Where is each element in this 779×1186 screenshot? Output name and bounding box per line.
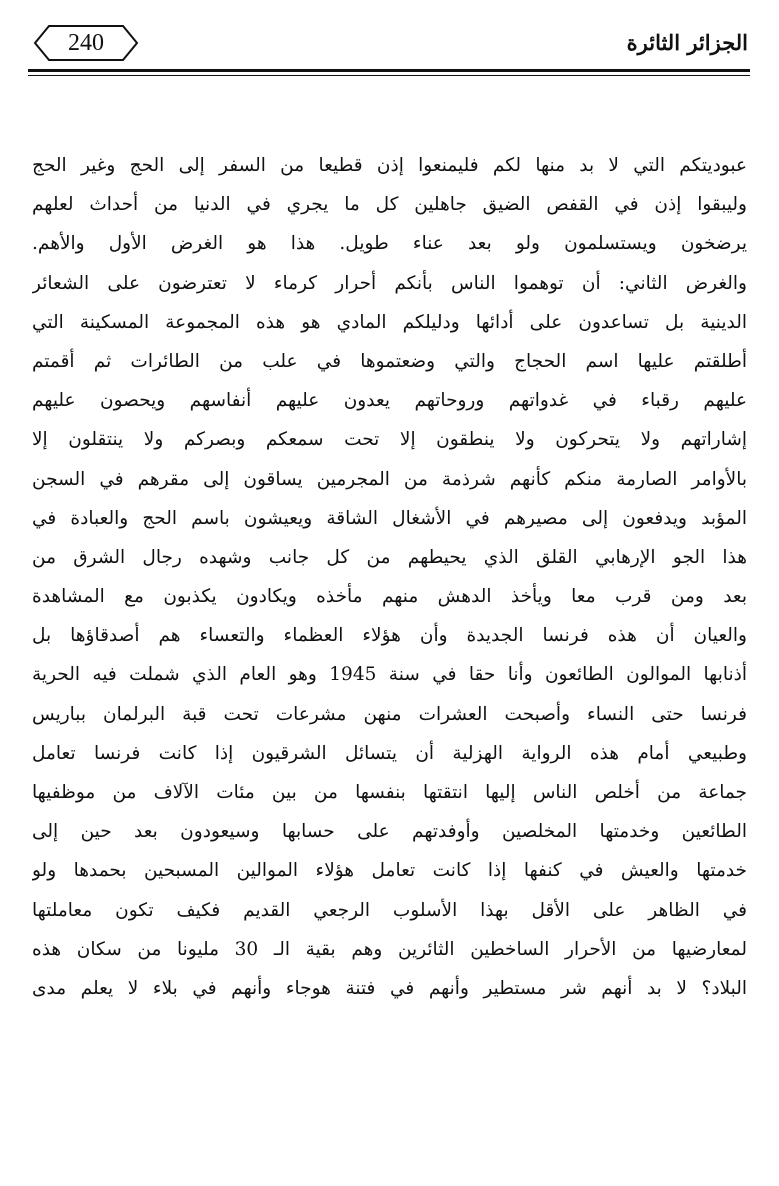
text-line: وطبيعي أمام هذه الرواية الهزلية أن يتسائل الشرقيون إذا كانت فرنسا تعامل xyxy=(32,742,747,764)
text-line: يرضخون ويستسلمون ولو بعد عناء طويل. هذا هو الغرض الأول والأهم. xyxy=(32,233,747,255)
text-line: وليبقوا إذن في القفص الضيق جاهلين كل ما يجري في الدنيا من أحداث لعلهم xyxy=(32,194,747,216)
text-line: جماعة من أخلص الناس إليها انتقتها بنفسها من بين مئات الآلاف من موظفيها xyxy=(32,782,747,803)
text-line: هذا الجو الإرهابي القلق الذي يحيطهم من كل جانب وشهده رجال الشرق من xyxy=(32,546,747,568)
text-line: لمعارضيها من الأحرار الساخطين الثائرين وهم بقية الـ 30 مليونا من سكان هذه xyxy=(32,938,747,960)
text-line: أطلقتم عليها اسم الحجاج والتي وضعتموها في علب من الطائرات ثم أقمتم xyxy=(32,350,747,372)
body-text xyxy=(32,146,747,1008)
text-line: البلاد؟ لا بد أنهم شر مستطير وأنهم في فتنة هوجاء وأنهم في بلاء لا يعلم مدى xyxy=(32,977,747,999)
page-header xyxy=(28,22,748,64)
text-line: والعيان أن هذه فرنسا الجديدة وأن هؤلاء العظماء والتعساء هم أصدقاؤها بل xyxy=(32,625,747,647)
header-rule-thin xyxy=(28,75,750,76)
text-line: أذنابها الموالون الطائعون وأنا حقا في سنة 1945 وهو العام الذي شملت فيه الحرية xyxy=(32,664,747,686)
text-line: الدينية بل تساعدون على أدائها ودليلكم المادي هو هذه المجموعة المسكينة التي xyxy=(32,311,747,333)
running-title: الجزائر الثائرة xyxy=(626,30,748,55)
text-line: بعد ومن قرب معا ويأخذ الدهش منهم مأخذه ويكادون يكذبون مع المشاهدة xyxy=(32,586,747,608)
text-line: الطائعين وخدمتها المخلصين وأوفدتهم على حسابها وسيعودون بعد حين إلى xyxy=(32,821,747,843)
text-line: والغرض الثاني: أن توهموا الناس بأنكم أحرار كرماء لا تعترضون على الشعائر xyxy=(32,272,747,294)
text-line: عبوديتكم التي لا بد منها لكم فليمنعوا إذن قطيعا من السفر إلى الحج وغير الحج xyxy=(32,155,747,176)
header-rule-thick xyxy=(28,69,750,72)
text-line: بالأوامر الصارمة منكم كأنهم شرذمة من المجرمين يساقون إلى مقرهم في السجن xyxy=(32,468,747,490)
text-line: إشاراتهم ولا يتحركون ولا ينطقون إلا تحت سمعكم وبصركم ولا ينتقلون إلا xyxy=(32,429,747,451)
text-line: فرنسا حتى النساء وأصبحت العشرات منهن مشرعات تحت قبة البرلمان بباريس xyxy=(32,703,747,725)
text-line: عليهم رقباء في غدواتهم وروحاتهم يعدون عليهم أنفاسهم ويحصون عليهم xyxy=(32,390,747,412)
text-line: خدمتها والعيش في كنفها إذا كانت تعامل هؤلاء الموالين المسبحين بحمدها ولو xyxy=(32,860,747,882)
page-number: 240 xyxy=(68,30,104,56)
page-number-badge xyxy=(33,24,139,62)
text-line: المؤبد ويدفعون إلى مصيرهم في الأشغال الشاقة ويعيشون باسم الحج والعبادة في xyxy=(32,507,747,529)
text-line: في الظاهر على الأقل بهذا الأسلوب الرجعي القديم فكيف تكون معاملتها xyxy=(32,899,747,921)
